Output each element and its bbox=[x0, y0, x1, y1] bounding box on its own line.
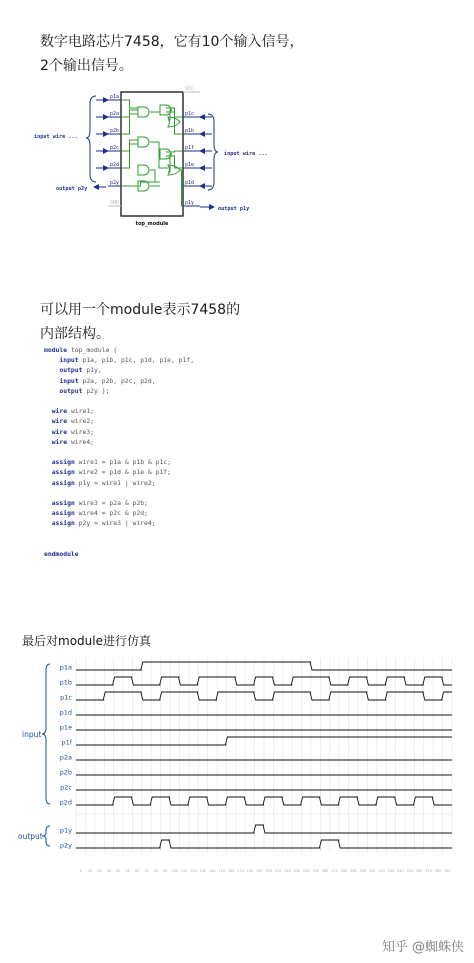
code-text bbox=[44, 366, 59, 374]
time-tick-label: 190 bbox=[256, 869, 263, 873]
code-keyword: assign bbox=[51, 519, 75, 528]
code-line bbox=[44, 457, 194, 467]
left-pin-label: p2c bbox=[110, 145, 120, 151]
time-tick-label: 250 bbox=[312, 869, 319, 873]
signal-label: p1a bbox=[59, 663, 72, 672]
code-line bbox=[44, 437, 194, 447]
time-tick-label: 360 bbox=[415, 869, 423, 873]
time-tick-label: 330 bbox=[387, 869, 395, 873]
waveform-labels bbox=[60, 664, 73, 850]
structure-line-2: 内部结构。 bbox=[40, 326, 110, 342]
time-tick-label: 110 bbox=[180, 869, 188, 873]
code-line bbox=[44, 529, 194, 539]
code-line bbox=[44, 406, 194, 416]
time-tick-label: 50 bbox=[125, 869, 130, 873]
code-text bbox=[44, 468, 52, 476]
time-tick-label: 290 bbox=[350, 869, 357, 873]
time-tick-label: 100 bbox=[171, 869, 178, 873]
code-keyword: wire bbox=[51, 407, 68, 416]
code-text: top_module ( bbox=[67, 346, 118, 354]
output-group-brace bbox=[42, 826, 50, 846]
left-pin-label: p2y bbox=[110, 180, 120, 186]
time-tick-label: 380 bbox=[434, 869, 442, 873]
code-text bbox=[44, 519, 52, 527]
input-group-label: input bbox=[22, 730, 42, 739]
time-tick-label: 60 bbox=[134, 869, 140, 873]
zhihu-watermark: 知乎 @蜘蛛侠 bbox=[381, 940, 464, 955]
code-keyword: input bbox=[59, 376, 79, 385]
code-line bbox=[44, 488, 194, 498]
verilog-code-block bbox=[44, 345, 194, 559]
code-text: p1y = wire1 | wire2; bbox=[74, 478, 156, 487]
structure-paragraph bbox=[40, 298, 440, 346]
code-text: wire2 = p1d & p1e & p1f; bbox=[74, 468, 171, 477]
waveform-grid bbox=[76, 658, 452, 852]
time-tick-label: 260 bbox=[321, 869, 329, 873]
signal-label: p2a bbox=[59, 753, 72, 762]
time-tick-label: 230 bbox=[293, 869, 301, 873]
code-keyword: assign bbox=[51, 478, 75, 487]
signal-label: p1b bbox=[59, 678, 72, 687]
code-text: p1a, p1b, p1c, p1d, p1e, p1f, bbox=[78, 356, 195, 365]
code-keyword: input bbox=[59, 356, 79, 365]
time-tick-label: 10 bbox=[87, 869, 93, 873]
code-text: p2y ); bbox=[82, 386, 110, 395]
input-group-brace bbox=[42, 664, 50, 804]
code-line bbox=[44, 478, 194, 488]
time-tick-label: 310 bbox=[368, 869, 376, 873]
code-line bbox=[44, 467, 194, 477]
code-text bbox=[44, 458, 52, 466]
code-line bbox=[44, 416, 194, 426]
left-pin-label: GND bbox=[110, 200, 120, 206]
time-tick-label: 370 bbox=[425, 869, 432, 873]
signal-label: p2c bbox=[60, 783, 72, 792]
code-line bbox=[44, 396, 194, 406]
time-tick-label: 160 bbox=[227, 869, 235, 873]
code-text: wire4; bbox=[67, 437, 95, 446]
code-line bbox=[44, 447, 194, 457]
time-tick-label: 200 bbox=[265, 869, 272, 873]
signal-label: p1y bbox=[59, 826, 72, 835]
code-line bbox=[44, 549, 194, 559]
code-keyword: wire bbox=[51, 427, 68, 436]
right-pin-label: p1f bbox=[185, 145, 195, 151]
time-tick-label: 80 bbox=[153, 869, 159, 873]
code-text: p2a, p2b, p2c, p2d, bbox=[78, 376, 156, 385]
time-tick-label: 130 bbox=[199, 869, 207, 873]
chip-7458-diagram bbox=[0, 82, 474, 242]
code-line bbox=[44, 355, 194, 365]
time-tick-label: 390 bbox=[444, 869, 451, 873]
code-text: wire1 = p1a & p1b & p1c; bbox=[74, 458, 171, 467]
left-pin-label: p1a bbox=[110, 94, 120, 100]
code-line bbox=[44, 376, 194, 386]
waveform-time-ticks bbox=[80, 869, 451, 873]
code-keyword: output bbox=[59, 386, 83, 395]
right-pin-label: p1c bbox=[185, 111, 195, 117]
code-keyword: output bbox=[59, 366, 83, 375]
code-keyword: endmodule bbox=[44, 550, 79, 559]
time-tick-label: 210 bbox=[274, 869, 282, 873]
time-tick-label: 40 bbox=[116, 869, 121, 873]
intro-line-1: 数字电路芯片7458，它有10个输入信号， bbox=[40, 34, 304, 50]
code-line bbox=[44, 498, 194, 508]
time-tick-label: 90 bbox=[163, 869, 168, 873]
code-keyword: wire bbox=[51, 417, 68, 426]
code-line bbox=[44, 508, 194, 518]
time-tick-label: 270 bbox=[331, 869, 338, 873]
code-text bbox=[44, 428, 52, 436]
code-keyword: assign bbox=[51, 458, 75, 467]
right-pin-label: p1e bbox=[185, 162, 195, 168]
output-group-label: output bbox=[18, 832, 43, 841]
time-tick-label: 20 bbox=[97, 869, 102, 873]
input-wire-right-label: input wire ... bbox=[224, 151, 268, 157]
left-input-brace bbox=[86, 96, 96, 182]
code-text: wire2; bbox=[67, 417, 95, 426]
code-line bbox=[44, 345, 194, 355]
left-pin-label: p2a bbox=[110, 111, 120, 117]
right-pin-label: p1b bbox=[185, 128, 195, 134]
signal-label: p2b bbox=[59, 768, 72, 777]
simulation-title: 最后对module进行仿真 bbox=[22, 634, 151, 648]
simulation-waveform bbox=[0, 650, 474, 885]
time-tick-label: 350 bbox=[406, 869, 413, 873]
output-p1y-label: output p1y bbox=[218, 206, 250, 212]
signal-label: p1d bbox=[59, 708, 72, 717]
code-text bbox=[44, 438, 52, 446]
chip-body bbox=[121, 92, 183, 216]
code-text bbox=[44, 417, 52, 425]
time-tick-label: 150 bbox=[218, 869, 225, 873]
code-keyword: module bbox=[44, 346, 68, 354]
code-keyword: assign bbox=[51, 468, 75, 477]
intro-paragraph bbox=[40, 30, 440, 78]
code-line bbox=[44, 365, 194, 375]
signal-label: p1f bbox=[61, 738, 72, 747]
code-line bbox=[44, 518, 194, 528]
right-input-brace bbox=[208, 114, 218, 190]
left-pin-label: p2b bbox=[110, 128, 120, 134]
code-text: wire3; bbox=[67, 427, 95, 436]
right-pin-label: p1y bbox=[185, 200, 195, 206]
code-text: wire3 = p2a & p2b; bbox=[74, 499, 148, 508]
code-text: wire4 = p2c & p2d; bbox=[74, 509, 148, 518]
time-tick-label: 0 bbox=[79, 869, 82, 873]
signal-label: p2y bbox=[59, 841, 72, 850]
time-tick-label: 180 bbox=[246, 869, 254, 873]
code-text bbox=[44, 356, 59, 364]
code-text bbox=[44, 387, 59, 395]
code-text bbox=[44, 509, 52, 517]
code-line bbox=[44, 539, 194, 549]
code-line bbox=[44, 386, 194, 396]
left-pin-label: p2d bbox=[110, 162, 120, 168]
code-text: p1y, bbox=[82, 366, 102, 375]
code-keyword: assign bbox=[51, 509, 75, 518]
time-tick-label: 70 bbox=[144, 869, 149, 873]
time-tick-label: 340 bbox=[397, 869, 404, 873]
code-text bbox=[44, 499, 52, 507]
code-text bbox=[44, 479, 52, 487]
right-pin-label: p1d bbox=[185, 180, 195, 186]
code-text bbox=[44, 407, 52, 415]
time-tick-label: 280 bbox=[340, 869, 348, 873]
module-label: top_module bbox=[135, 221, 169, 227]
signal-label: p1c bbox=[60, 693, 72, 702]
signal-label: p2d bbox=[59, 798, 72, 807]
signal-label: p1e bbox=[59, 723, 72, 732]
structure-line-1: 可以用一个module表示7458的 bbox=[40, 302, 241, 318]
output-p2y-label: output p2y bbox=[56, 186, 88, 192]
code-text bbox=[44, 377, 59, 385]
time-tick-label: 140 bbox=[209, 869, 216, 873]
time-tick-label: 30 bbox=[106, 869, 112, 873]
time-tick-label: 240 bbox=[303, 869, 310, 873]
right-pin-label: VCC bbox=[185, 86, 195, 92]
code-keyword: assign bbox=[51, 499, 75, 508]
intro-line-2: 2个输出信号。 bbox=[40, 58, 133, 74]
time-tick-label: 170 bbox=[237, 869, 244, 873]
code-keyword: wire bbox=[51, 437, 68, 446]
code-line bbox=[44, 427, 194, 437]
time-tick-label: 120 bbox=[190, 869, 197, 873]
time-tick-label: 320 bbox=[378, 869, 385, 873]
time-tick-label: 300 bbox=[359, 869, 366, 873]
time-tick-label: 220 bbox=[284, 869, 291, 873]
code-text: p2y = wire3 | wire4; bbox=[74, 519, 156, 528]
code-text: wire1; bbox=[67, 407, 95, 416]
input-wire-left-label: input wire ... bbox=[34, 134, 78, 140]
